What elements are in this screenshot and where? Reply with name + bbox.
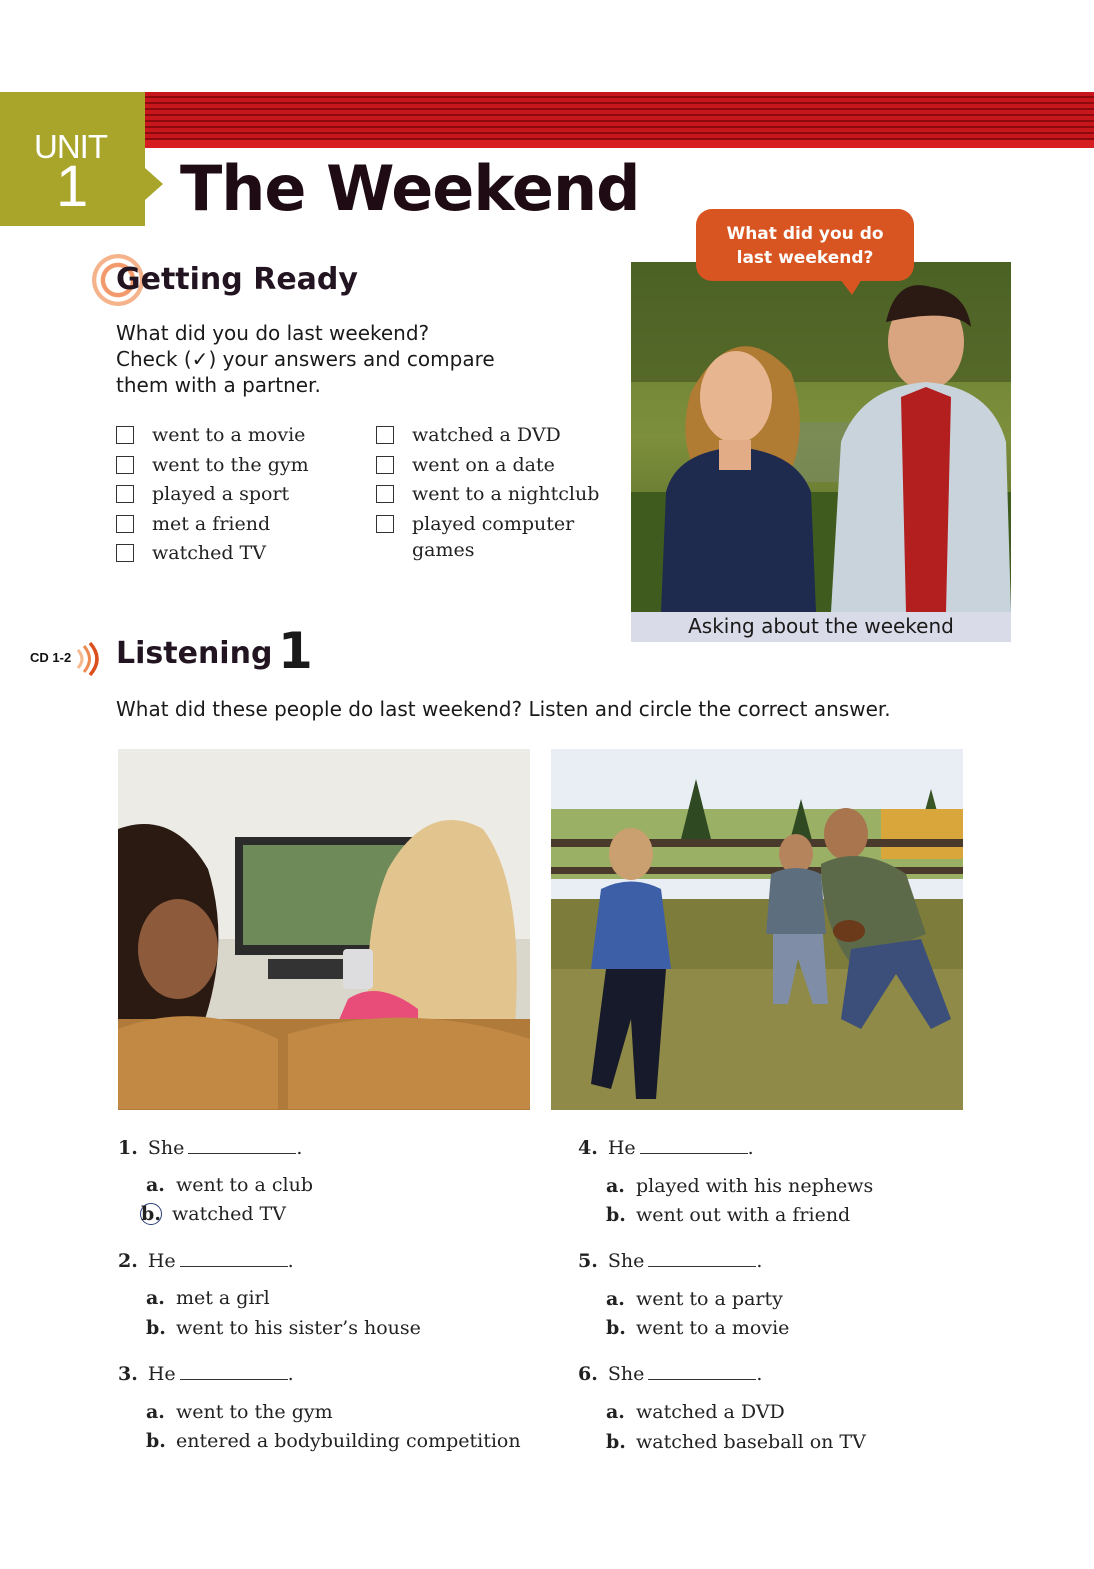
option-text: played with his nephews xyxy=(636,1175,874,1197)
instruction-line: them with a partner. xyxy=(116,373,321,397)
option-text: watched TV xyxy=(172,1203,286,1225)
question-number: 2. xyxy=(118,1250,138,1272)
question-subject: She xyxy=(607,1250,645,1272)
question-end: . xyxy=(747,1137,754,1159)
unit-arrow-icon xyxy=(145,168,163,200)
checkbox[interactable] xyxy=(376,485,394,503)
option-letter: b. xyxy=(606,1204,626,1226)
checkbox[interactable] xyxy=(376,426,394,444)
question-end: . xyxy=(287,1363,294,1385)
question-stem xyxy=(118,1250,294,1272)
option-letter: b. xyxy=(606,1431,626,1453)
checklist-item[interactable] xyxy=(116,541,266,566)
checklist-item[interactable] xyxy=(116,512,270,537)
photo-playing-football xyxy=(551,749,963,1110)
checklist-label: went to the gym xyxy=(152,454,309,476)
getting-ready-heading: Getting Ready xyxy=(116,262,358,297)
question-number: 4. xyxy=(578,1137,598,1159)
option-letter: a. xyxy=(146,1174,165,1196)
checklist-item[interactable] xyxy=(116,482,289,507)
option-letter: a. xyxy=(146,1401,165,1423)
checkbox[interactable] xyxy=(376,515,394,533)
question-number: 3. xyxy=(118,1363,138,1385)
question-subject: She xyxy=(607,1363,645,1385)
unit-number: 1 xyxy=(56,154,89,219)
checklist-label: went to a nightclub xyxy=(412,483,600,505)
question-stem xyxy=(118,1363,294,1385)
checkbox[interactable] xyxy=(376,456,394,474)
question-end: . xyxy=(296,1137,303,1159)
checklist-label: watched a DVD xyxy=(412,424,561,446)
photo-asking-about-weekend xyxy=(631,262,1011,612)
checklist-item[interactable] xyxy=(116,423,305,448)
question-stem xyxy=(578,1250,762,1272)
answer-blank[interactable] xyxy=(180,1365,288,1380)
question-end: . xyxy=(287,1250,294,1272)
checklist-label-continued: games xyxy=(412,539,475,561)
answer-option[interactable] xyxy=(146,1174,313,1196)
listening-number: 1 xyxy=(278,622,313,680)
option-letter: a. xyxy=(606,1401,625,1423)
option-text: entered a bodybuilding competition xyxy=(176,1430,521,1452)
answer-blank[interactable] xyxy=(640,1139,748,1154)
checklist-item[interactable] xyxy=(376,512,574,537)
cd-track-label: CD 1-2 xyxy=(30,650,72,665)
checkbox[interactable] xyxy=(116,456,134,474)
checkbox[interactable] xyxy=(116,515,134,533)
answer-option[interactable] xyxy=(606,1317,789,1339)
option-text: went to a movie xyxy=(636,1317,790,1339)
page-title: The Weekend xyxy=(180,152,640,225)
checkbox[interactable] xyxy=(116,544,134,562)
answer-blank[interactable] xyxy=(180,1252,288,1267)
option-text: went to a club xyxy=(176,1174,314,1196)
answer-option[interactable] xyxy=(606,1288,783,1310)
watching-tv-illustration xyxy=(118,749,530,1110)
checklist-label: played computer xyxy=(412,513,575,535)
question-subject: He xyxy=(147,1250,176,1272)
speech-bubble-line: last weekend? xyxy=(736,248,874,268)
answer-option[interactable] xyxy=(146,1430,521,1452)
checklist-item[interactable] xyxy=(376,423,561,448)
answer-blank[interactable] xyxy=(648,1252,756,1267)
option-text: met a girl xyxy=(176,1287,270,1309)
answer-option[interactable] xyxy=(606,1401,785,1423)
checklist-item[interactable] xyxy=(376,482,599,507)
checkbox[interactable] xyxy=(116,485,134,503)
circled-option-letter: b. xyxy=(141,1203,161,1225)
answer-option[interactable] xyxy=(606,1175,873,1197)
option-text: watched a DVD xyxy=(636,1401,785,1423)
question-number: 1. xyxy=(118,1137,138,1159)
option-letter: a. xyxy=(606,1175,625,1197)
header-stripe-band xyxy=(145,92,1094,148)
unit-word: UNIT xyxy=(34,128,107,165)
answer-option[interactable] xyxy=(606,1431,866,1453)
speech-bubble-tail xyxy=(840,279,862,295)
option-text: went to the gym xyxy=(176,1401,333,1423)
option-letter: b. xyxy=(606,1317,626,1339)
answer-option[interactable] xyxy=(146,1401,333,1423)
checklist-item[interactable] xyxy=(376,453,555,478)
listening-instructions: What did these people do last weekend? Listen and circle the correct answer. xyxy=(116,697,891,721)
checklist-label: watched TV xyxy=(152,542,266,564)
photo-watching-tv xyxy=(118,749,530,1110)
question-stem xyxy=(578,1363,762,1385)
teens-talking-illustration xyxy=(631,262,1011,612)
checkbox[interactable] xyxy=(116,426,134,444)
instruction-line: What did you do last weekend? xyxy=(116,321,430,345)
unit-badge xyxy=(0,92,145,226)
question-end: . xyxy=(756,1250,763,1272)
checklist-label: went to a movie xyxy=(152,424,306,446)
checklist-label: played a sport xyxy=(152,483,290,505)
option-text: went to a party xyxy=(636,1288,783,1310)
checklist-label: went on a date xyxy=(412,454,555,476)
question-subject: He xyxy=(607,1137,636,1159)
getting-ready-instructions xyxy=(116,320,536,398)
answer-option-selected[interactable] xyxy=(141,1203,286,1225)
question-number: 6. xyxy=(578,1363,598,1385)
question-subject: He xyxy=(147,1363,176,1385)
option-letter: a. xyxy=(606,1288,625,1310)
option-letter: a. xyxy=(146,1287,165,1309)
instruction-line: Check (✓) your answers and compare xyxy=(116,347,495,371)
question-end: . xyxy=(756,1363,763,1385)
speech-bubble-line: What did you do xyxy=(726,224,884,244)
speech-bubble xyxy=(696,209,914,281)
answer-blank[interactable] xyxy=(648,1365,756,1380)
question-number: 5. xyxy=(578,1250,598,1272)
photo-caption: Asking about the weekend xyxy=(631,612,1011,642)
option-text: went out with a friend xyxy=(636,1204,851,1226)
checklist-item[interactable] xyxy=(116,453,309,478)
answer-option[interactable] xyxy=(146,1287,270,1309)
listening-heading: Listening xyxy=(116,636,273,671)
checklist-label: met a friend xyxy=(152,513,271,535)
question-stem xyxy=(118,1137,302,1159)
playing-football-illustration xyxy=(551,749,963,1110)
question-subject: She xyxy=(147,1137,185,1159)
question-stem xyxy=(578,1137,754,1159)
answer-option[interactable] xyxy=(606,1204,850,1226)
option-text: watched baseball on TV xyxy=(636,1431,866,1453)
answer-option[interactable] xyxy=(146,1317,421,1339)
audio-waves-icon[interactable] xyxy=(72,640,106,678)
option-text: went to his sister’s house xyxy=(176,1317,421,1339)
answer-blank[interactable] xyxy=(188,1139,296,1154)
option-letter: b. xyxy=(146,1430,166,1452)
option-letter: b. xyxy=(146,1317,166,1339)
